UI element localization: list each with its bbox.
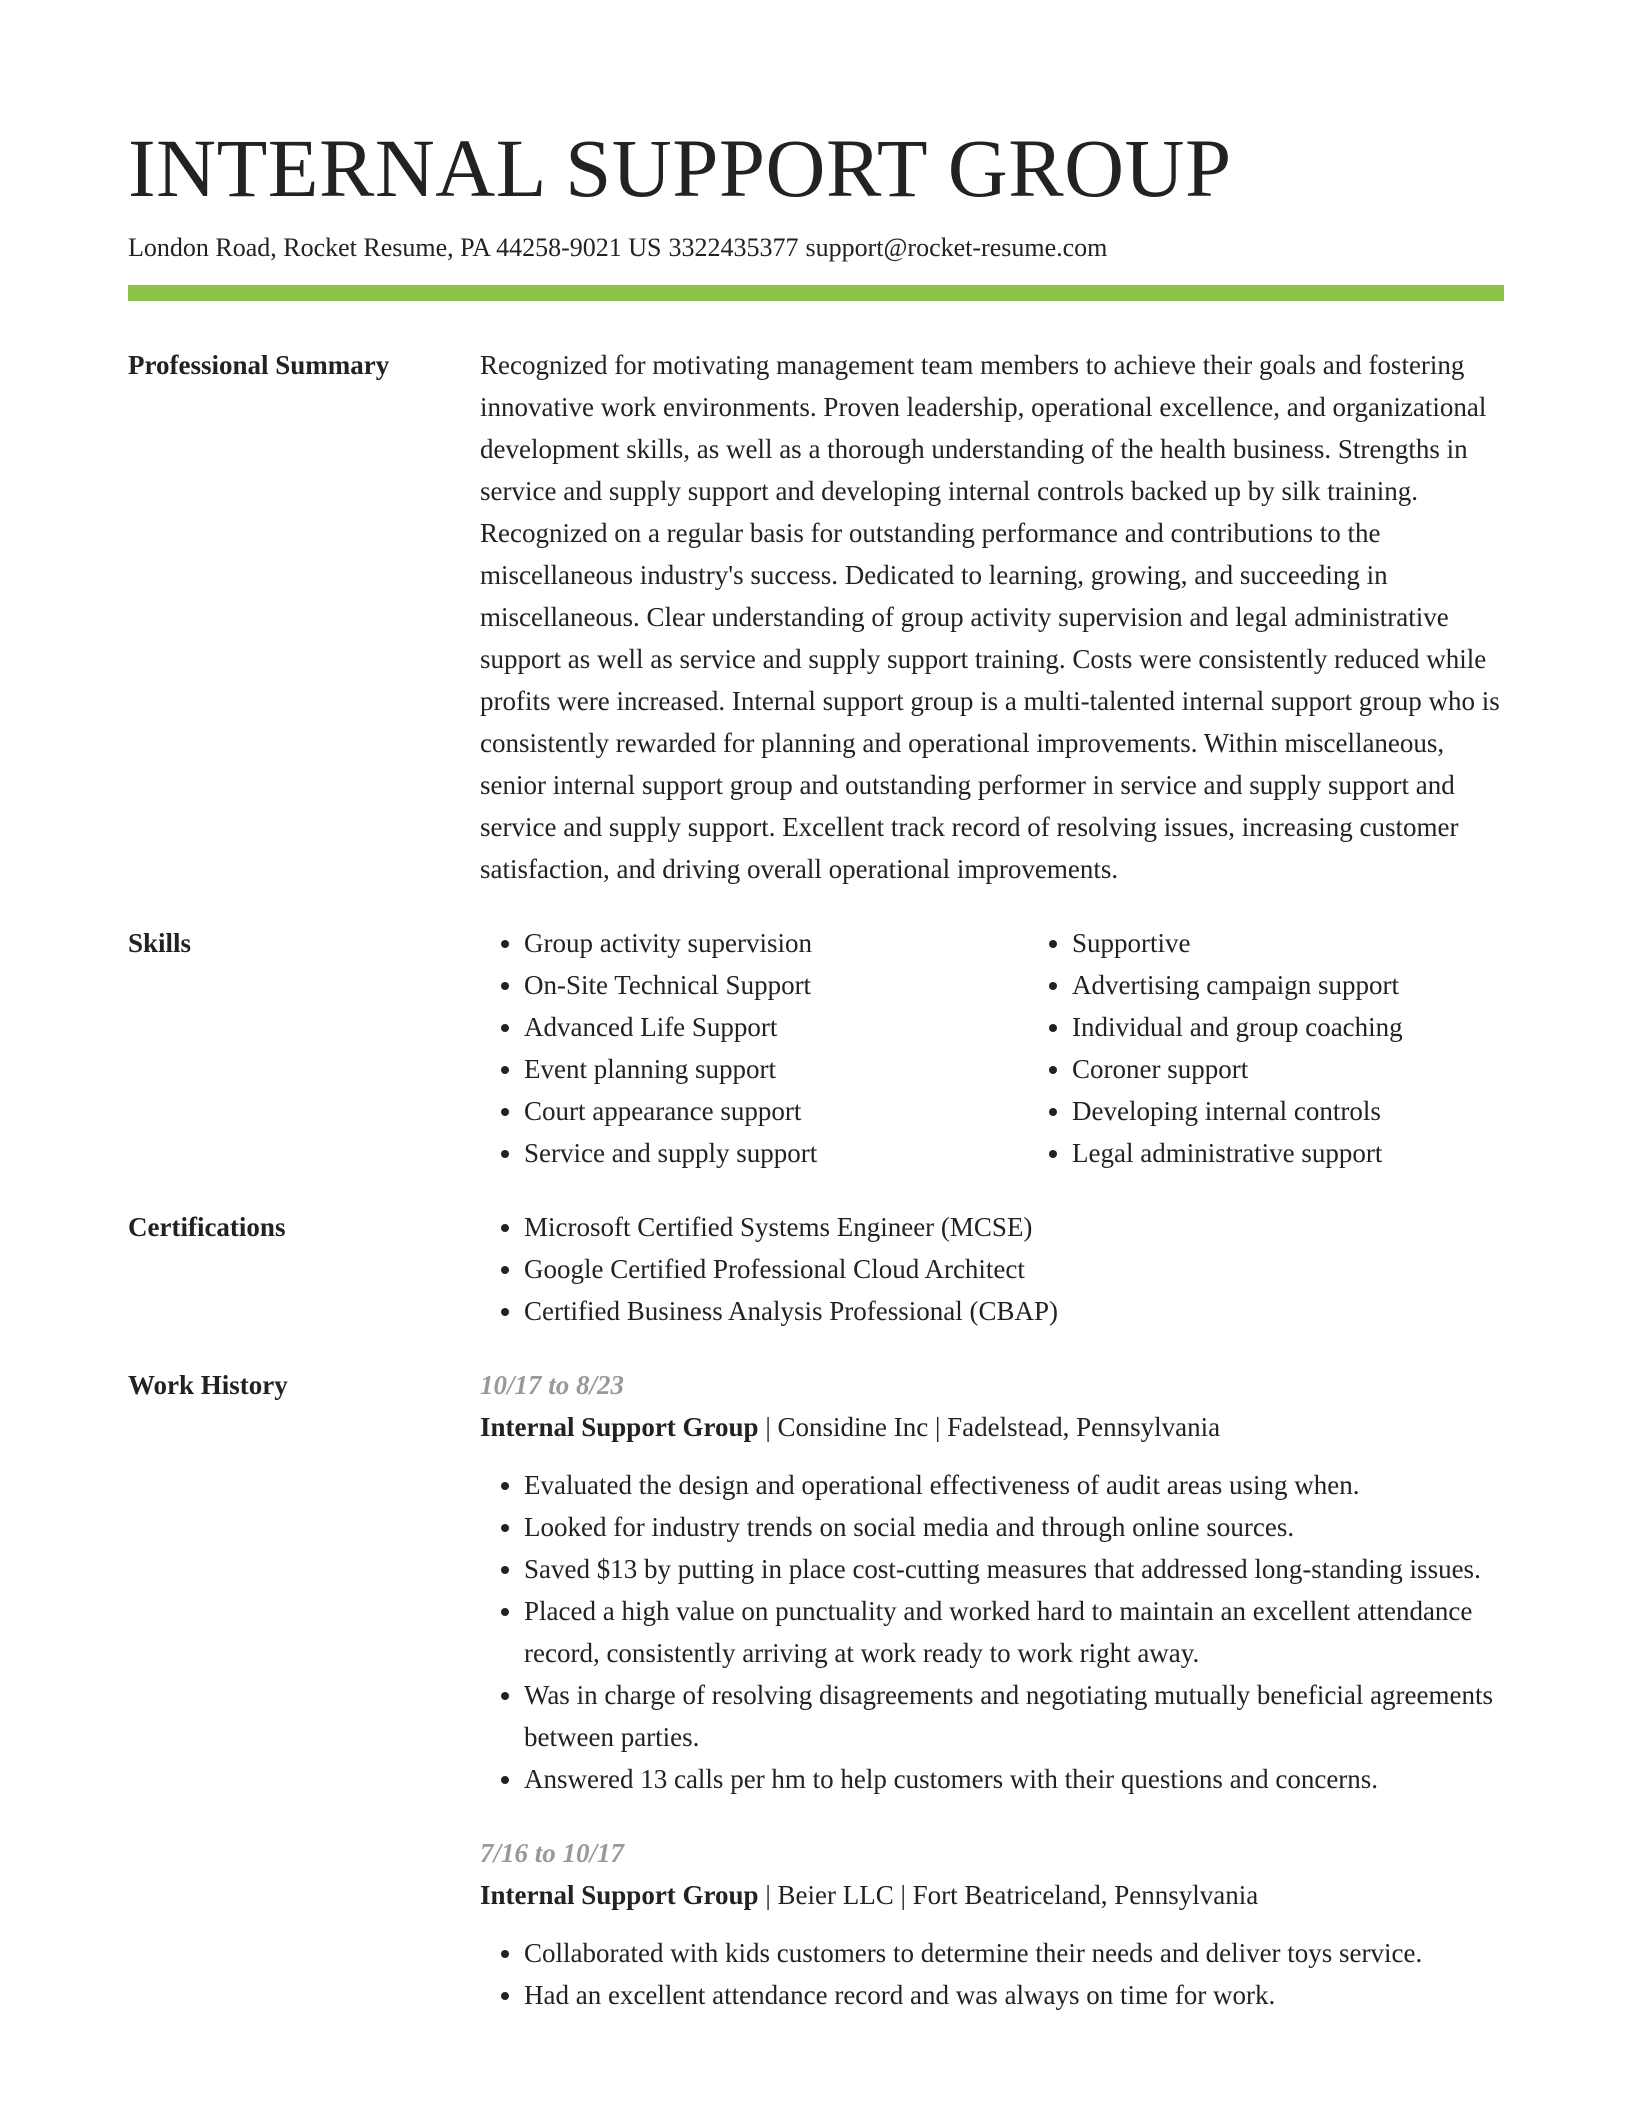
skill-item: • Developing internal controls bbox=[1072, 1090, 1576, 1132]
skills-list-left bbox=[480, 922, 1028, 1174]
job-employer-location: | Beier LLC | Fort Beatriceland, Pennsylvania bbox=[758, 1880, 1259, 1910]
job-title: Internal Support Group bbox=[480, 1880, 759, 1910]
skill-item: • Supportive bbox=[1072, 922, 1576, 964]
header-divider bbox=[128, 285, 1504, 301]
skills-list-right bbox=[1028, 922, 1576, 1174]
address: London Road, Rocket Resume, PA 44258-9021 US bbox=[128, 233, 662, 262]
email: support@rocket-resume.com bbox=[805, 233, 1108, 262]
skill-item: • Legal administrative support bbox=[1072, 1132, 1576, 1174]
section-heading: Professional Summary bbox=[128, 350, 390, 380]
skill-item: • On-Site Technical Support bbox=[524, 964, 1028, 1006]
job-duty: • Placed a high value on punctuality and worked hard to maintain an excellent attendance record, consistently arriving at work ready to work right away. bbox=[524, 1590, 1504, 1674]
certifications-list bbox=[480, 1206, 1504, 1332]
candidate-name: INTERNAL SUPPORT GROUP bbox=[128, 122, 1232, 214]
skill-item: • Service and supply support bbox=[524, 1132, 1028, 1174]
job-duty: • Collaborated with kids customers to determine their needs and deliver toys service. bbox=[524, 1932, 1504, 1974]
skills-section bbox=[128, 922, 1504, 1174]
job-entry bbox=[480, 1832, 1504, 2016]
resume-page bbox=[128, 0, 1504, 2016]
job-duty: • Evaluated the design and operational effectiveness of audit areas using when. bbox=[524, 1464, 1504, 1506]
phone: 3322435377 bbox=[668, 233, 799, 262]
skill-item: • Group activity supervision bbox=[524, 922, 1028, 964]
skill-item: • Coroner support bbox=[1072, 1048, 1576, 1090]
job-duty: • Looked for industry trends on social media and through online sources. bbox=[524, 1506, 1504, 1548]
job-duty: • Was in charge of resolving disagreements and negotiating mutually beneficial agreements between parties. bbox=[524, 1674, 1504, 1758]
job-heading bbox=[480, 1406, 1504, 1448]
summary-text: Recognized for motivating management team members to achieve their goals and fostering innovative work environments. Proven leadership, operational excellence, and organizational development skills, as well as a thorough understanding of the health business. Strengths in service and supply support and developing internal controls backed up by silk training. Recognized on a regular basis for outstanding performance and contributions to the miscellaneous industry's success. Dedicated to learning, growing, and succeeding in miscellaneous. Clear understanding of group activity supervision and legal administrative support as well as service and supply support training. Costs were consistently reduced while profits were increased. Internal support group is a multi-talented internal support group who is consistently rewarded for planning and operational improvements. Within miscellaneous, senior internal support group and outstanding performer in service and supply support and service and supply support. Excellent track record of resolving issues, increasing customer satisfaction, and driving overall operational improvements. bbox=[480, 350, 1500, 884]
skill-item: • Court appearance support bbox=[524, 1090, 1028, 1132]
job-employer-location: | Considine Inc | Fadelstead, Pennsylvania bbox=[758, 1412, 1221, 1442]
skill-item: • Advanced Life Support bbox=[524, 1006, 1028, 1048]
job-duty: • Had an excellent attendance record and was always on time for work. bbox=[524, 1974, 1504, 2016]
job-entry bbox=[480, 1364, 1504, 1800]
skill-item: • Event planning support bbox=[524, 1048, 1028, 1090]
contact-line bbox=[128, 232, 1504, 264]
work-history-section bbox=[128, 1364, 1504, 2016]
job-duties-list bbox=[480, 1464, 1504, 1800]
skill-item: • Advertising campaign support bbox=[1072, 964, 1576, 1006]
job-duty: • Answered 13 calls per hm to help customers with their questions and concerns. bbox=[524, 1758, 1504, 1800]
job-dates: 7/16 to 10/17 bbox=[480, 1838, 625, 1868]
job-duties-list bbox=[480, 1932, 1504, 2016]
certification-item: • Certified Business Analysis Professional (CBAP) bbox=[524, 1290, 1504, 1332]
job-heading bbox=[480, 1874, 1504, 1916]
section-heading: Skills bbox=[128, 928, 192, 958]
section-heading: Certifications bbox=[128, 1212, 286, 1242]
section-heading: Work History bbox=[128, 1370, 288, 1400]
job-title: Internal Support Group bbox=[480, 1412, 759, 1442]
job-duty: • Saved $13 by putting in place cost-cutting measures that addressed long-standing issues. bbox=[524, 1548, 1504, 1590]
certification-item: • Google Certified Professional Cloud Architect bbox=[524, 1248, 1504, 1290]
professional-summary-section bbox=[128, 344, 1504, 890]
skill-item: • Individual and group coaching bbox=[1072, 1006, 1576, 1048]
certifications-section bbox=[128, 1206, 1504, 1332]
certification-item: • Microsoft Certified Systems Engineer (MCSE) bbox=[524, 1206, 1504, 1248]
job-dates: 10/17 to 8/23 bbox=[480, 1370, 625, 1400]
